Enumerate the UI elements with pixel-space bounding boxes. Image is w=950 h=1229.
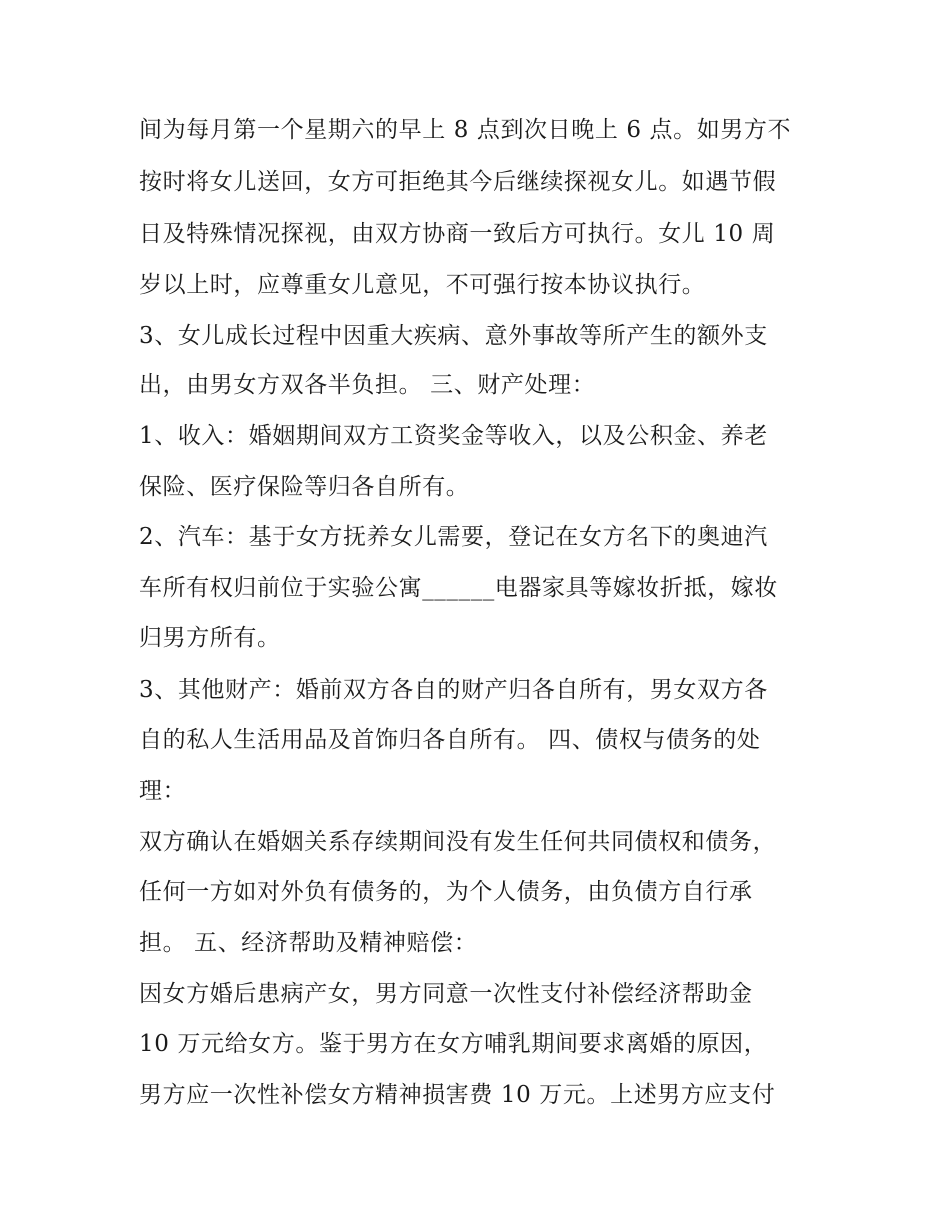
text-line: 按时将女儿送回，女方可拒绝其今后继续探视女儿。如遇节假 bbox=[139, 169, 777, 195]
text-line: 男方应一次性补偿女方精神损害费 10 万元。上述男方应支付 bbox=[139, 1082, 776, 1108]
text-line: 2、汽车：基于女方抚养女儿需要，登记在女方名下的奥迪汽 bbox=[139, 524, 768, 550]
text-line: 任何一方如对外负有债务的，为个人债务，由负债方自行承 bbox=[139, 879, 753, 905]
text-line: 双方确认在婚姻关系存续期间没有发生任何共同债权和债务， bbox=[139, 829, 777, 855]
text-line: 出，由男女方双各半负担。 三、财产处理： bbox=[139, 372, 596, 398]
text-line: 1、收入：婚姻期间双方工资奖金等收入，以及公积金、养老 bbox=[139, 423, 768, 449]
text-line: 3、其他财产：婚前双方各自的财产归各自所有，男女双方各 bbox=[139, 677, 768, 703]
text-line: 因女方婚后患病产女，男方同意一次性支付补偿经济帮助金 bbox=[139, 981, 753, 1007]
text-line: 间为每月第一个星期六的早上 8 点到次日晚上 6 点。如男方不 bbox=[139, 117, 792, 143]
text-line: 保险、医疗保险等归各自所有。 bbox=[139, 474, 470, 500]
text-line: 10 万元给女方。鉴于男方在女方哺乳期间要求离婚的原因， bbox=[139, 1031, 768, 1057]
text-line: 归男方所有。 bbox=[139, 625, 281, 651]
text-line: 自的私人生活用品及首饰归各自所有。 四、债权与债务的处 bbox=[139, 727, 761, 753]
text-line: 理： bbox=[139, 778, 187, 804]
text-line: 3、女儿成长过程中因重大疾病、意外事故等所产生的额外支 bbox=[139, 323, 768, 349]
text-line: 车所有权归前位于实验公寓______电器家具等嫁妆折抵，嫁妆 bbox=[139, 575, 778, 601]
text-line: 担。 五、经济帮助及精神赔偿： bbox=[139, 930, 478, 956]
text-line: 日及特殊情况探视，由双方协商一致后方可执行。女儿 10 周 bbox=[139, 221, 776, 247]
text-line: 岁以上时，应尊重女儿意见，不可强行按本协议执行。 bbox=[139, 272, 706, 298]
